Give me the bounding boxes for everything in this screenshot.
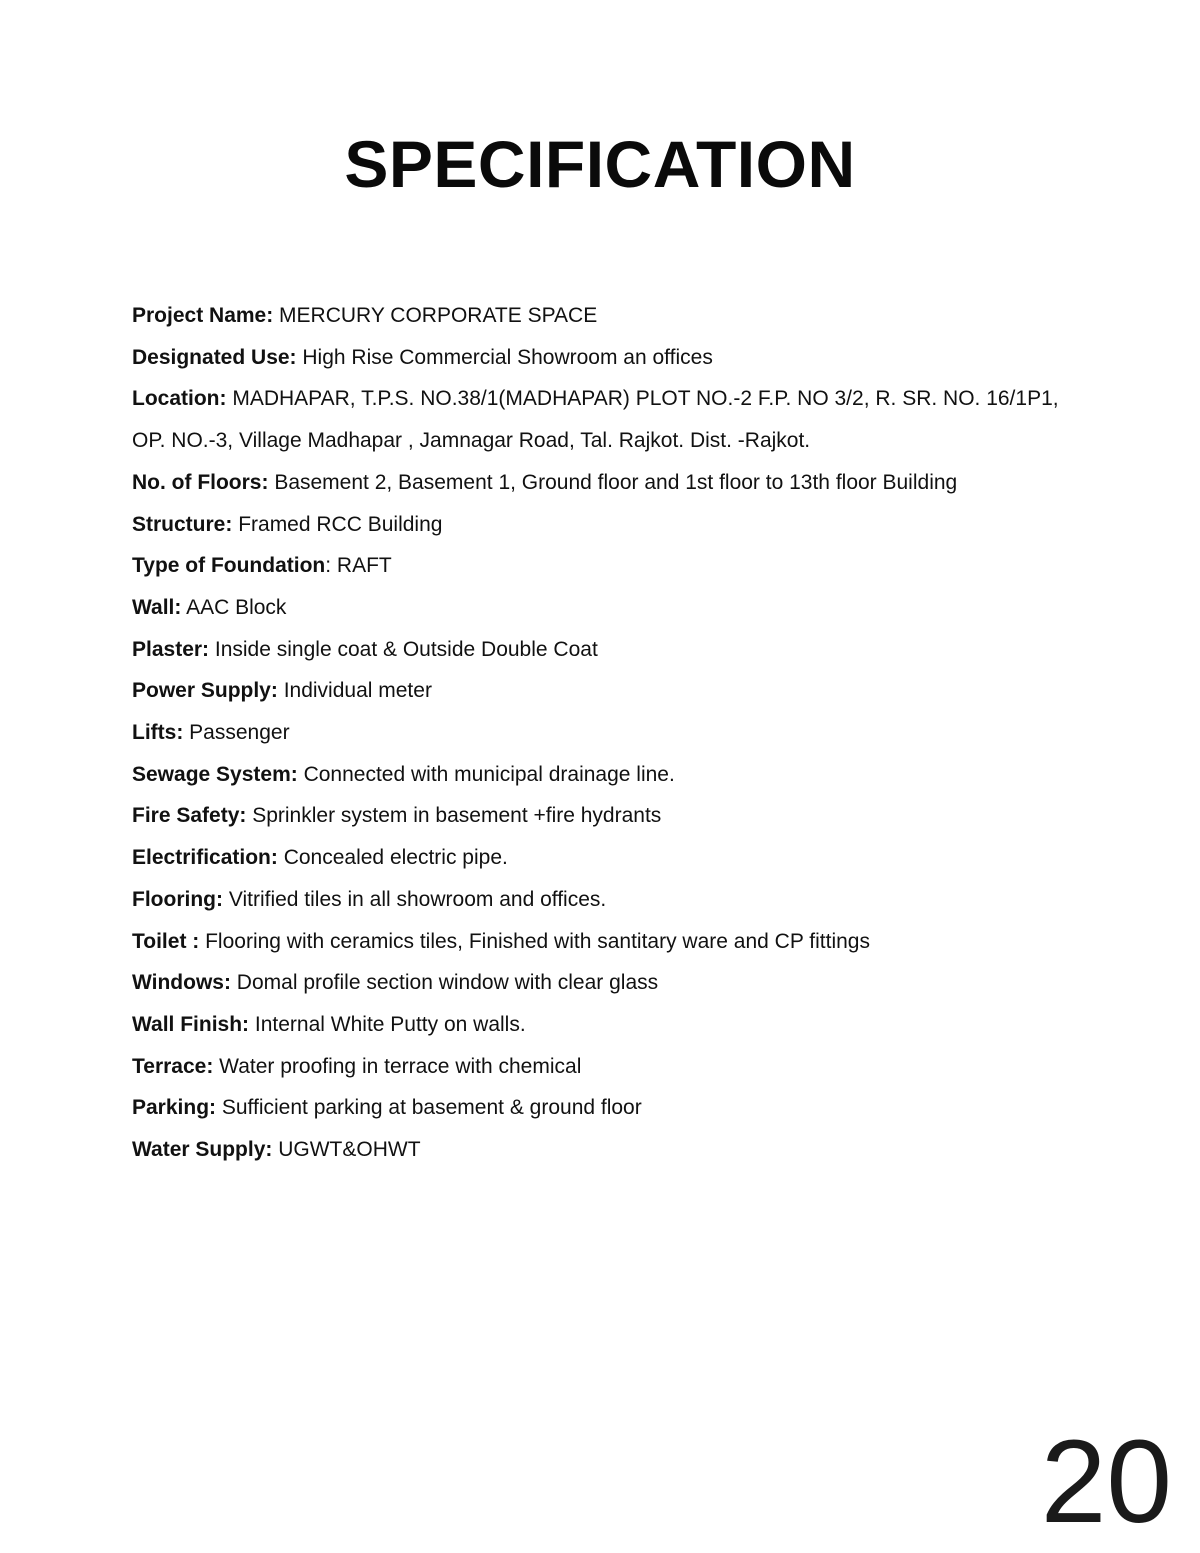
spec-label: Wall Finish: — [132, 1012, 250, 1036]
spec-label: Water Supply: — [132, 1138, 273, 1162]
specification-list — [132, 295, 1092, 1171]
spec-value: Framed RCC Building — [232, 512, 443, 536]
spec-value: High Rise Commercial Showroom an offices — [296, 345, 713, 369]
spec-value: MADHAPAR, T.P.S. NO.38/1(MADHAPAR) PLOT NO.-2 F.P. NO 3/2, R. SR. NO. 16/1P1, — [226, 387, 1059, 411]
spec-value: Passenger — [183, 721, 290, 745]
spec-value: Vitrified tiles in all showroom and offices. — [222, 887, 607, 911]
spec-label: No. of Floors: — [132, 470, 269, 494]
spec-wall — [132, 587, 1092, 629]
page-number: 20 — [1040, 1416, 1172, 1548]
page-title: SPECIFICATION — [344, 127, 856, 201]
spec-power-supply — [132, 670, 1092, 712]
spec-value: Connected with municipal drainage line. — [297, 762, 675, 786]
spec-fire-safety — [132, 795, 1092, 837]
spec-value: Sufficient parking at basement & ground floor — [216, 1096, 642, 1120]
spec-project-name — [132, 295, 1092, 337]
spec-label: Windows: — [132, 971, 231, 995]
spec-label: Lifts: — [132, 721, 184, 745]
spec-value: Sprinkler system in basement +fire hydrants — [246, 804, 662, 828]
spec-flooring — [132, 879, 1092, 921]
spec-value: : RAFT — [325, 554, 392, 578]
spec-label: Designated Use: — [132, 345, 297, 369]
spec-value: OP. NO.-3, Village Madhapar , Jamnagar Road, Tal. Rajkot. Dist. -Rajkot. — [132, 429, 811, 453]
spec-value: Flooring with ceramics tiles, Finished with santitary ware and CP fittings — [199, 929, 870, 953]
spec-plaster — [132, 629, 1092, 671]
spec-label: Type of Foundation — [132, 554, 326, 578]
spec-label: Power Supply: — [132, 679, 278, 703]
spec-value: Internal White Putty on walls. — [249, 1012, 526, 1036]
spec-windows — [132, 962, 1092, 1004]
spec-value: AAC Block — [181, 595, 287, 619]
spec-value: MERCURY CORPORATE SPACE — [273, 304, 598, 327]
spec-value: Concealed electric pipe. — [277, 846, 508, 870]
spec-electrification — [132, 837, 1092, 879]
spec-structure — [132, 504, 1092, 546]
spec-value: Individual meter — [277, 679, 432, 703]
spec-type-of-foundation — [132, 545, 1092, 587]
spec-wall-finish — [132, 1004, 1092, 1046]
spec-label: Terrace: — [132, 1054, 214, 1078]
spec-label: Wall: — [132, 595, 182, 619]
spec-value: Basement 2, Basement 1, Ground floor and 1st floor to 13th floor Building — [268, 470, 958, 494]
spec-value: Domal profile section window with clear glass — [230, 971, 659, 995]
spec-parking — [132, 1087, 1092, 1129]
spec-value: UGWT&OHWT — [272, 1138, 421, 1162]
spec-no-of-floors — [132, 462, 1092, 504]
spec-label: Toilet : — [132, 929, 200, 953]
spec-sewage-system — [132, 754, 1092, 796]
spec-label: Plaster: — [132, 637, 210, 661]
spec-value: Inside single coat & Outside Double Coat — [209, 637, 598, 661]
spec-label: Project Name: — [132, 304, 274, 327]
spec-water-supply — [132, 1129, 1092, 1171]
spec-value: Water proofing in terrace with chemical — [213, 1054, 582, 1078]
spec-location — [132, 378, 1092, 420]
spec-label: Parking: — [132, 1096, 217, 1120]
spec-label: Sewage System: — [132, 762, 298, 786]
spec-terrace — [132, 1046, 1092, 1088]
spec-label: Electrification: — [132, 846, 278, 870]
spec-label: Location: — [132, 387, 227, 411]
spec-designated-use — [132, 337, 1092, 379]
spec-lifts — [132, 712, 1092, 754]
spec-toilet — [132, 921, 1092, 963]
spec-label: Flooring: — [132, 887, 223, 911]
spec-location-continuation — [132, 420, 1092, 462]
spec-label: Fire Safety: — [132, 804, 247, 828]
spec-label: Structure: — [132, 512, 233, 536]
